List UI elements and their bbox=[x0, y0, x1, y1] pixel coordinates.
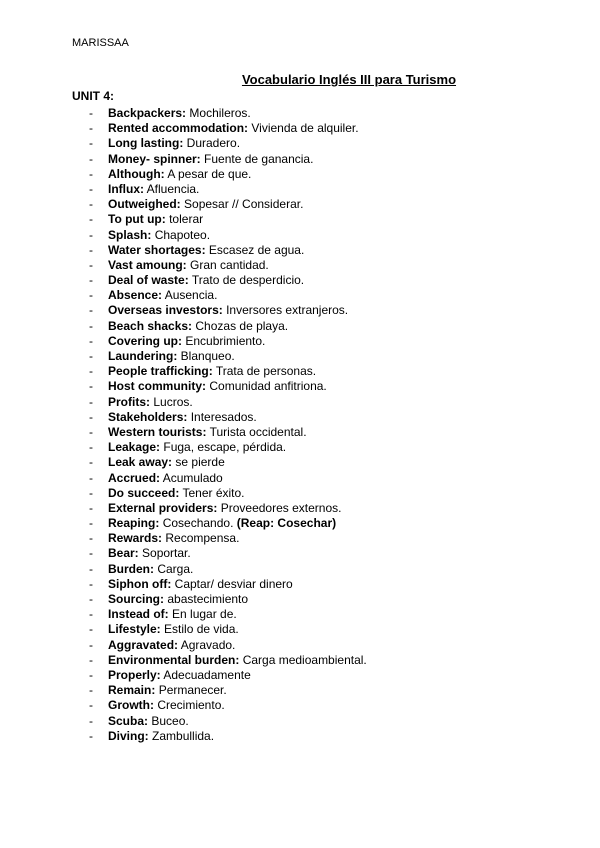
vocab-definition: Encubrimiento. bbox=[185, 333, 266, 348]
vocab-term: Overseas investors: bbox=[108, 303, 223, 318]
vocab-definition: Acumulado bbox=[162, 470, 223, 485]
vocabulary-item bbox=[0, 668, 367, 683]
vocab-term: Bear: bbox=[108, 546, 139, 561]
vocabulary-item bbox=[0, 121, 367, 136]
vocab-definition: Blanqueo. bbox=[180, 349, 235, 363]
bullet-dash: - bbox=[89, 637, 93, 652]
bullet-dash: - bbox=[89, 531, 93, 546]
vocab-term: Rented accommodation: bbox=[108, 121, 249, 136]
vocabulary-item bbox=[0, 410, 367, 425]
bullet-dash: - bbox=[89, 121, 93, 136]
vocab-definition: Proveedores externos. bbox=[220, 500, 342, 515]
vocab-term: Long lasting: bbox=[108, 136, 184, 151]
vocabulary-item bbox=[0, 577, 367, 592]
vocabulary-item bbox=[0, 136, 367, 151]
bullet-dash: - bbox=[89, 652, 93, 667]
vocab-definition: Chapoteo. bbox=[154, 227, 211, 242]
vocabulary-item bbox=[0, 288, 367, 303]
vocab-definition: Comunidad anfitriona. bbox=[209, 379, 327, 394]
vocab-definition: abastecimiento bbox=[167, 592, 249, 606]
vocabulary-item bbox=[0, 243, 367, 258]
vocab-definition: A pesar de que. bbox=[167, 166, 252, 181]
vocab-term: To put up: bbox=[108, 212, 166, 227]
bullet-dash: - bbox=[89, 622, 93, 637]
vocab-definition: Soportar. bbox=[142, 546, 191, 561]
vocab-term: Profits: bbox=[108, 394, 150, 409]
vocab-term: Vast amoung: bbox=[108, 257, 187, 272]
vocab-definition: Estilo de vida. bbox=[164, 622, 239, 637]
vocab-term: Money- spinner: bbox=[108, 151, 201, 166]
vocabulary-item bbox=[0, 379, 367, 394]
vocabulary-item bbox=[0, 531, 367, 546]
vocab-definition: Ausencia. bbox=[164, 288, 218, 303]
vocab-term: Deal of waste: bbox=[108, 273, 189, 288]
bullet-dash: - bbox=[89, 333, 93, 348]
vocabulary-item bbox=[0, 638, 367, 653]
bullet-dash: - bbox=[89, 136, 93, 151]
vocabulary-item bbox=[0, 228, 367, 243]
bullet-dash: - bbox=[89, 166, 93, 181]
vocabulary-item bbox=[0, 546, 367, 561]
bullet-dash: - bbox=[89, 728, 93, 743]
unit-heading: UNIT 4: bbox=[72, 89, 114, 103]
vocab-definition: Trata de personas. bbox=[215, 364, 317, 379]
vocab-definition: Interesados. bbox=[190, 409, 257, 424]
vocab-definition: Adecuadamente bbox=[163, 667, 251, 682]
bullet-dash: - bbox=[89, 516, 93, 531]
vocabulary-item bbox=[0, 501, 367, 516]
vocabulary-item bbox=[0, 622, 367, 637]
bullet-dash: - bbox=[89, 257, 93, 272]
vocab-definition: Crecimiento. bbox=[157, 698, 225, 713]
bullet-dash: - bbox=[89, 470, 93, 485]
vocab-definition: Carga medioambiental. bbox=[242, 652, 367, 667]
vocab-term: Do succeed: bbox=[108, 485, 180, 500]
vocab-definition: Vivienda de alquiler. bbox=[251, 121, 359, 136]
bullet-dash: - bbox=[89, 273, 93, 288]
vocab-term: Rewards: bbox=[108, 531, 163, 546]
vocabulary-item bbox=[0, 425, 367, 440]
vocab-term: Instead of: bbox=[108, 607, 169, 622]
bullet-dash: - bbox=[89, 364, 93, 379]
vocab-term: Absence: bbox=[108, 288, 163, 303]
bullet-dash: - bbox=[89, 546, 93, 561]
page-header-author: MARISSAA bbox=[72, 37, 129, 49]
bullet-dash: - bbox=[89, 318, 93, 333]
bullet-dash: - bbox=[89, 242, 93, 257]
vocabulary-item bbox=[0, 334, 367, 349]
vocabulary-item bbox=[0, 258, 367, 273]
vocab-definition: Afluencia. bbox=[146, 181, 200, 196]
vocab-definition: tolerar bbox=[169, 212, 204, 227]
bullet-dash: - bbox=[89, 379, 93, 394]
vocab-definition: Inversores extranjeros. bbox=[226, 303, 349, 318]
vocab-term: Western tourists: bbox=[108, 424, 207, 439]
vocab-term: Lifestyle: bbox=[108, 622, 161, 637]
vocab-definition: Fuente de ganancia. bbox=[204, 151, 314, 166]
bullet-dash: - bbox=[89, 181, 93, 196]
bullet-dash: - bbox=[89, 394, 93, 409]
vocabulary-item bbox=[0, 607, 367, 622]
vocab-definition: Escasez de agua. bbox=[208, 242, 305, 257]
vocabulary-item bbox=[0, 152, 367, 167]
vocab-definition: Gran cantidad. bbox=[190, 257, 269, 272]
vocab-definition: Tener éxito. bbox=[182, 485, 245, 500]
vocab-term: Siphon off: bbox=[108, 576, 172, 591]
vocab-term: Reaping: bbox=[108, 516, 160, 531]
vocab-definition: Duradero. bbox=[186, 136, 241, 151]
vocabulary-item bbox=[0, 592, 367, 607]
vocab-term: Leakage: bbox=[108, 440, 161, 455]
vocabulary-item bbox=[0, 197, 367, 212]
vocabulary-item bbox=[0, 729, 367, 744]
bullet-dash: - bbox=[89, 698, 93, 713]
vocabulary-item bbox=[0, 349, 367, 364]
vocab-definition: Zambullida. bbox=[152, 728, 215, 743]
vocabulary-list bbox=[0, 106, 367, 744]
bullet-dash: - bbox=[89, 576, 93, 591]
bullet-dash: - bbox=[89, 151, 93, 166]
bullet-dash: - bbox=[89, 106, 93, 120]
vocabulary-item bbox=[0, 471, 367, 486]
vocab-term: Sourcing: bbox=[108, 592, 164, 606]
vocabulary-item bbox=[0, 364, 367, 379]
vocab-definition: Turista occidental. bbox=[209, 424, 307, 439]
vocab-definition: se pierde bbox=[175, 455, 225, 470]
bullet-dash: - bbox=[89, 409, 93, 424]
vocab-term: Outweighed: bbox=[108, 197, 181, 212]
bullet-dash: - bbox=[89, 455, 93, 470]
vocab-term: Splash: bbox=[108, 227, 152, 242]
vocabulary-item bbox=[0, 714, 367, 729]
bullet-dash: - bbox=[89, 713, 93, 728]
vocabulary-item bbox=[0, 182, 367, 197]
vocab-term: Leak away: bbox=[108, 455, 173, 470]
vocabulary-item bbox=[0, 683, 367, 698]
vocab-term: Although: bbox=[108, 166, 165, 181]
vocab-definition: Cosechando. bbox=[162, 516, 234, 531]
vocab-term: Beach shacks: bbox=[108, 318, 193, 333]
vocab-definition: Mochileros. bbox=[189, 106, 251, 120]
vocabulary-item bbox=[0, 516, 367, 531]
vocab-term: Diving: bbox=[108, 728, 149, 743]
vocab-term: Water shortages: bbox=[108, 242, 206, 257]
vocab-definition: Fuga, escape, pérdida. bbox=[163, 440, 287, 455]
bullet-dash: - bbox=[89, 197, 93, 212]
vocab-definition: Captar/ desviar dinero bbox=[174, 576, 293, 591]
bullet-dash: - bbox=[89, 212, 93, 227]
vocabulary-item bbox=[0, 106, 367, 121]
vocabulary-item bbox=[0, 455, 367, 470]
vocab-definition: Buceo. bbox=[151, 713, 189, 728]
vocab-definition: Permanecer. bbox=[158, 683, 227, 698]
bullet-dash: - bbox=[89, 561, 93, 576]
bullet-dash: - bbox=[89, 683, 93, 698]
bullet-dash: - bbox=[89, 485, 93, 500]
vocabulary-item bbox=[0, 212, 367, 227]
bullet-dash: - bbox=[89, 667, 93, 682]
vocabulary-item bbox=[0, 653, 367, 668]
vocab-term: Influx: bbox=[108, 181, 144, 196]
vocab-term: Scuba: bbox=[108, 713, 149, 728]
vocab-definition: Agravado. bbox=[180, 637, 236, 652]
vocab-term: People trafficking: bbox=[108, 364, 213, 379]
bullet-dash: - bbox=[89, 424, 93, 439]
vocab-term: Backpackers: bbox=[108, 106, 187, 120]
vocab-term: Growth: bbox=[108, 698, 154, 713]
vocabulary-item bbox=[0, 486, 367, 501]
vocab-term: External providers: bbox=[108, 500, 218, 515]
vocab-definition: Sopesar // Considerar. bbox=[184, 197, 304, 212]
vocab-definition: Chozas de playa. bbox=[195, 318, 289, 333]
vocabulary-item bbox=[0, 319, 367, 334]
vocab-term: Aggravated: bbox=[108, 637, 179, 652]
vocabulary-item bbox=[0, 440, 367, 455]
vocab-definition: Recompensa. bbox=[165, 531, 240, 546]
vocab-definition: Trato de desperdicio. bbox=[191, 273, 305, 288]
bullet-dash: - bbox=[89, 349, 93, 363]
vocab-term: Laundering: bbox=[108, 349, 178, 363]
vocab-definition: Lucros. bbox=[153, 394, 193, 409]
vocabulary-item bbox=[0, 273, 367, 288]
vocabulary-item bbox=[0, 562, 367, 577]
vocab-extra-note: (Reap: Cosechar) bbox=[236, 516, 337, 531]
vocab-term: Accrued: bbox=[108, 470, 161, 485]
bullet-dash: - bbox=[89, 227, 93, 242]
vocabulary-item bbox=[0, 698, 367, 713]
vocab-term: Remain: bbox=[108, 683, 156, 698]
document-title bbox=[0, 72, 600, 87]
vocabulary-item bbox=[0, 303, 367, 318]
vocabulary-item bbox=[0, 395, 367, 410]
vocab-definition: Carga. bbox=[157, 561, 194, 576]
vocab-term: Environmental burden: bbox=[108, 652, 240, 667]
bullet-dash: - bbox=[89, 440, 93, 455]
bullet-dash: - bbox=[89, 607, 93, 622]
vocab-term: Burden: bbox=[108, 561, 154, 576]
vocabulary-item bbox=[0, 167, 367, 182]
bullet-dash: - bbox=[89, 500, 93, 515]
bullet-dash: - bbox=[89, 592, 93, 606]
vocab-term: Stakeholders: bbox=[108, 409, 188, 424]
document-title-text: Vocabulario Inglés III para Turismo bbox=[241, 72, 457, 87]
bullet-dash: - bbox=[89, 303, 93, 318]
vocab-term: Properly: bbox=[108, 667, 161, 682]
vocab-term: Covering up: bbox=[108, 333, 182, 348]
vocab-definition: En lugar de. bbox=[172, 607, 237, 622]
bullet-dash: - bbox=[89, 288, 93, 303]
vocab-term: Host community: bbox=[108, 379, 207, 394]
